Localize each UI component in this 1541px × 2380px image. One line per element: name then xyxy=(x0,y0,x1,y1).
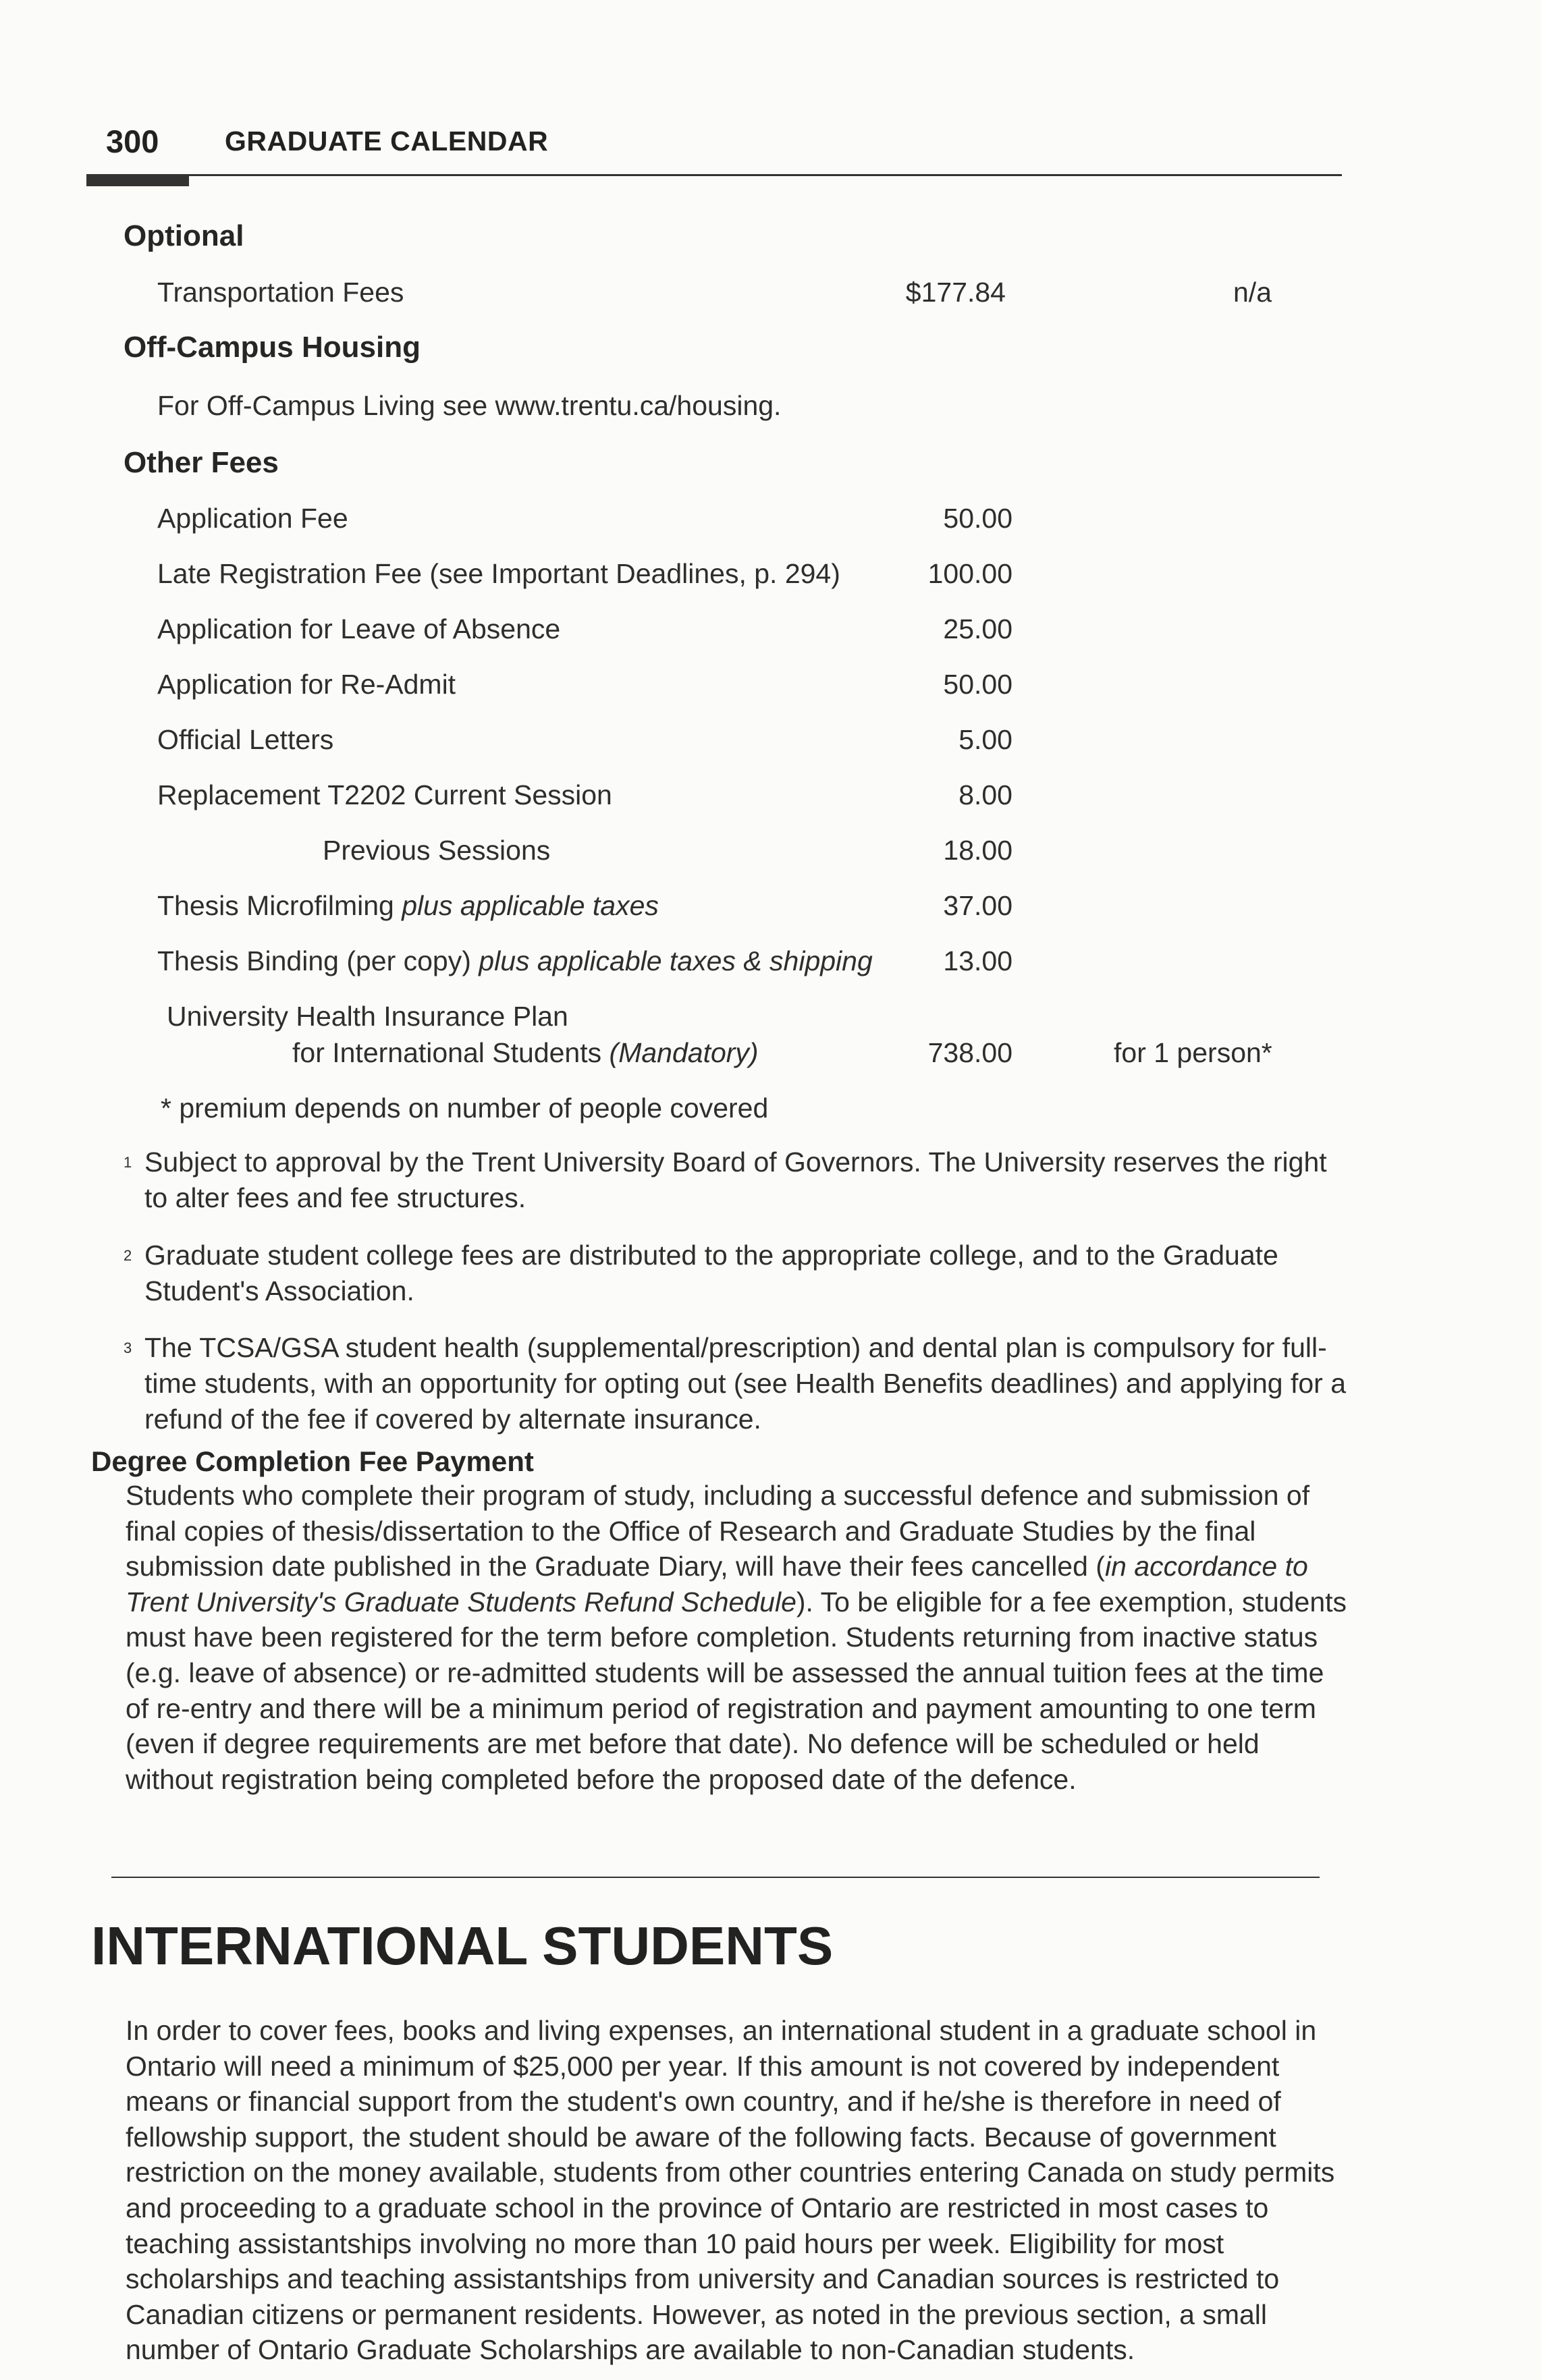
fee-note-insurance: for 1 person* xyxy=(1114,1037,1272,1068)
section-heading-other-fees: Other Fees xyxy=(124,446,279,479)
degree-completion-text-before: Students who complete their program of study, including a successful defence and submission of final copies of thesis/dissertation to the Office of Research and Graduate Studies by the final submission date published in the Graduate Diary, will have their fees cancelled ( xyxy=(126,1480,1310,1582)
degree-completion-text-after: ). To be eligible for a fee exemption, students must have been registered for the term before completion. Students returning from inactive status (e.g. leave of absence) or re-admitted students will be assessed the annual tuition fees at the time of re-entry and there will be a minimum period of registration and payment amounting to one term (even if degree requirements are met before that date). No defence will be scheduled or held without registration being completed before the proposed date of the defence. xyxy=(126,1586,1347,1795)
fee-amount-insurance: 738.00 xyxy=(927,1037,1012,1068)
degree-completion-heading: Degree Completion Fee Payment xyxy=(91,1445,534,1477)
footnote-2 xyxy=(124,1238,1339,1309)
degree-completion-text-italic: in accordance to Trent University's Graduate Students Refund Schedule xyxy=(126,1551,1308,1617)
insurance-label-line2 xyxy=(292,1037,759,1069)
international-students-heading: INTERNATIONAL STUDENTS xyxy=(91,1916,834,1976)
fee-label-thesis-binding-italic: plus applicable taxes & shipping xyxy=(479,945,873,976)
footnote-1 xyxy=(124,1144,1352,1216)
insurance-label-line2-italic: (Mandatory) xyxy=(609,1037,759,1068)
header-rule-block xyxy=(86,174,189,186)
fee-amount-late-registration: 100.00 xyxy=(927,558,1012,589)
section-heading-off-campus: Off-Campus Housing xyxy=(124,331,421,364)
running-header-title: GRADUATE CALENDAR xyxy=(225,126,549,157)
fee-amount-leave-of-absence: 25.00 xyxy=(943,613,1012,644)
fee-label-late-registration: Late Registration Fee (see Important Deadlines, p. 294) xyxy=(157,558,840,589)
fee-label-transportation: Transportation Fees xyxy=(157,277,404,308)
section-heading-optional: Optional xyxy=(124,219,244,252)
degree-completion-paragraph xyxy=(126,1478,1354,1797)
insurance-label-line1: University Health Insurance Plan xyxy=(167,1001,568,1032)
fee-amount-transportation: $177.84 xyxy=(905,277,1006,308)
fee-label-re-admit: Application for Re-Admit xyxy=(157,669,456,700)
fee-label-application: Application Fee xyxy=(157,503,348,534)
insurance-label-line2-text: for International Students xyxy=(292,1037,602,1068)
international-students-paragraph: In order to cover fees, books and living expenses, an international student in a graduate school in Ontario will need a minimum of $25,000 per year. If this amount is not covered by independent means or financial support from the student's own country, and if he/she is therefore in need of fellowship support, the student should be aware of the following facts. Because of government restriction on the money available, students from other countries entering Canada on study permits and proceeding to a graduate school in the province of Ontario are restricted in most cases to teaching assistantships involving no more than 10 paid hours per week. Eligibility for most scholarships and teaching assistantships from university and Canadian sources is restricted to Canadian citizens or permanent residents. However, as noted in the previous section, a small number of Ontario Graduate Scholarships are available to non-Canadian students. xyxy=(126,2015,1335,2366)
footnote-1-marker: 1 xyxy=(124,1154,132,1171)
fee-label-thesis-binding-text: Thesis Binding (per copy) xyxy=(157,945,471,976)
section-divider xyxy=(111,1877,1320,1878)
footnote-3-marker: 3 xyxy=(124,1339,132,1356)
footnote-3-text: The TCSA/GSA student health (supplemental/prescription) and dental plan is compulsory for full-time students, with an opportunity for opting out (see Health Benefits deadlines) and applying for a refund of the fee if covered by alternate insurance. xyxy=(144,1332,1347,1435)
footnote-2-text: Graduate student college fees are distributed to the appropriate college, and to the Graduate Student's Association. xyxy=(144,1240,1278,1306)
fee-amount-t2202-previous: 18.00 xyxy=(943,835,1012,866)
footnote-3 xyxy=(124,1330,1352,1437)
fee-amount-thesis-microfilming: 37.00 xyxy=(943,890,1012,921)
fee-note-transportation: n/a xyxy=(1233,277,1272,308)
fee-label-thesis-binding xyxy=(157,945,873,977)
fee-label-thesis-microfilming-italic: plus applicable taxes xyxy=(402,890,659,921)
fee-label-leave-of-absence: Application for Leave of Absence xyxy=(157,613,561,644)
fee-amount-official-letters: 5.00 xyxy=(958,724,1012,755)
fee-label-t2202-current: Replacement T2202 Current Session xyxy=(157,779,612,810)
fee-label-official-letters: Official Letters xyxy=(157,724,334,755)
footnote-1-text: Subject to approval by the Trent University Board of Governors. The University reserves the right to alter fees and fee structures. xyxy=(144,1146,1327,1213)
header-rule xyxy=(86,174,1342,176)
off-campus-text: For Off-Campus Living see www.trentu.ca/housing. xyxy=(157,390,782,421)
footnote-2-marker: 2 xyxy=(124,1247,132,1264)
fee-amount-application: 50.00 xyxy=(943,503,1012,534)
fee-amount-t2202-current: 8.00 xyxy=(958,779,1012,810)
fee-label-thesis-microfilming-text: Thesis Microfilming xyxy=(157,890,394,921)
fee-amount-thesis-binding: 13.00 xyxy=(943,945,1012,976)
fee-label-thesis-microfilming xyxy=(157,890,659,922)
premium-note: * premium depends on number of people covered xyxy=(161,1092,769,1124)
page-number: 300 xyxy=(106,123,159,159)
fee-amount-re-admit: 50.00 xyxy=(943,669,1012,700)
fee-label-t2202-previous: Previous Sessions xyxy=(323,835,551,866)
